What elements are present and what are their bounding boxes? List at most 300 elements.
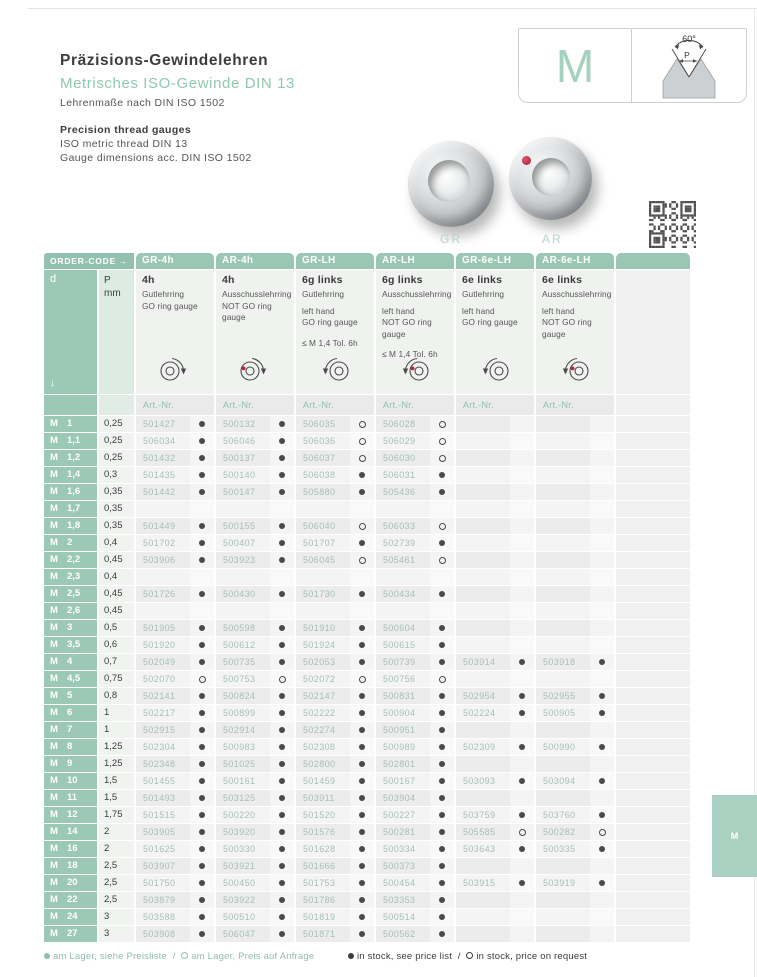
thread-profile-diagram bbox=[635, 32, 743, 100]
table-row bbox=[44, 433, 690, 449]
stock-zone bbox=[270, 892, 294, 908]
artnr-cell-AR-LH bbox=[376, 705, 454, 721]
stock-zone bbox=[190, 433, 214, 449]
pitch-cell: 1,25 bbox=[99, 756, 134, 772]
thread-size-cell bbox=[44, 756, 97, 772]
artnr-cell-GR-6e-LH bbox=[456, 858, 534, 874]
artnr-cell-AR-4h bbox=[216, 892, 294, 908]
pitch-cell: 3 bbox=[99, 909, 134, 925]
thread-size-cell bbox=[44, 637, 97, 653]
pitch-cell: 0,8 bbox=[99, 688, 134, 704]
art-nr-value: 502304 bbox=[143, 742, 176, 752]
stock-indicator bbox=[359, 880, 365, 886]
stock-zone bbox=[190, 807, 214, 823]
art-nr-value: 501910 bbox=[303, 623, 336, 633]
art-nr-value: 506046 bbox=[223, 436, 256, 446]
stock-zone bbox=[590, 688, 614, 704]
artnr-cell-GR-4h bbox=[136, 654, 214, 670]
art-nr-value: 506047 bbox=[223, 929, 256, 939]
art-nr-value: 500824 bbox=[223, 691, 256, 701]
artnr-cell-GR-6e-LH bbox=[456, 909, 534, 925]
stock-zone bbox=[590, 892, 614, 908]
stock-indicator bbox=[359, 778, 365, 784]
go-ring-hole bbox=[428, 160, 470, 202]
stock-indicator bbox=[439, 540, 445, 546]
artnr-cell-AR-LH bbox=[376, 484, 454, 500]
blank-cell bbox=[616, 569, 690, 585]
d-label: d bbox=[50, 273, 57, 285]
stock-indicator bbox=[439, 761, 445, 767]
blank-cell bbox=[616, 416, 690, 432]
column-desc-line: NOT GO ring gauge bbox=[382, 317, 432, 339]
thread-series-letter: M bbox=[50, 826, 58, 837]
thread-series-letter: M bbox=[50, 588, 58, 599]
stock-zone bbox=[510, 552, 534, 568]
table-row bbox=[44, 841, 690, 857]
stock-indicator bbox=[279, 880, 285, 886]
blank-cell bbox=[616, 552, 690, 568]
stock-indicator bbox=[199, 897, 205, 903]
legend-en-hollow-text: in stock, price on request bbox=[476, 951, 588, 962]
stock-indicator bbox=[279, 625, 285, 631]
table-row bbox=[44, 671, 690, 687]
artnr-cell-GR-LH bbox=[296, 552, 374, 568]
artnr-cell-AR-4h bbox=[216, 875, 294, 891]
blank-cell bbox=[616, 501, 690, 517]
artnr-cell-AR-4h bbox=[216, 756, 294, 772]
artnr-cell-GR-6e-LH bbox=[456, 926, 534, 942]
blank-cell bbox=[616, 807, 690, 823]
art-nr-value: 500227 bbox=[383, 810, 416, 820]
stock-zone bbox=[270, 790, 294, 806]
column-desc-line: Gutlehrring bbox=[462, 289, 505, 299]
stock-zone bbox=[350, 484, 374, 500]
thread-size-cell bbox=[44, 603, 97, 619]
thread-size-cell bbox=[44, 416, 97, 432]
stock-zone bbox=[190, 416, 214, 432]
art-nr-value bbox=[296, 569, 350, 585]
stock-indicator bbox=[599, 846, 605, 852]
art-nr-value: 502147 bbox=[303, 691, 336, 701]
thread-size-value: 20 bbox=[67, 877, 78, 888]
artnr-cell-GR-4h bbox=[136, 858, 214, 874]
pitch-cell: 0,3 bbox=[99, 467, 134, 483]
thread-series-letter: M bbox=[50, 707, 58, 718]
art-nr-value bbox=[456, 926, 510, 942]
stock-zone bbox=[350, 671, 374, 687]
artnr-cell-GR-4h bbox=[136, 926, 214, 942]
page-note-en1: ISO metric thread DIN 13 bbox=[60, 138, 188, 150]
stock-indicator bbox=[439, 897, 445, 903]
blank-cell bbox=[616, 688, 690, 704]
pitch-cell: 0,35 bbox=[99, 484, 134, 500]
column-desc-line: Ausschusslehrring bbox=[222, 289, 292, 299]
art-nr-value bbox=[456, 603, 510, 619]
stock-indicator bbox=[199, 778, 205, 784]
thread-series-letter: M bbox=[50, 775, 58, 786]
blank-cell bbox=[616, 620, 690, 636]
stock-indicator bbox=[359, 795, 365, 801]
stock-zone bbox=[350, 501, 374, 517]
artnr-cell-AR-4h bbox=[216, 620, 294, 636]
art-nr-value: 500373 bbox=[383, 861, 416, 871]
thread-series-letter: M bbox=[50, 792, 58, 803]
thread-series-letter: M bbox=[50, 690, 58, 701]
art-nr-value: 500282 bbox=[543, 827, 576, 837]
stock-zone bbox=[430, 909, 454, 925]
artnr-cell-AR-6e-LH bbox=[536, 654, 614, 670]
art-nr-value bbox=[536, 467, 590, 483]
artnr-cell-AR-6e-LH bbox=[536, 807, 614, 823]
artnr-cell-AR-6e-LH bbox=[536, 535, 614, 551]
thread-size-cell bbox=[44, 569, 97, 585]
tolerance-note: ≤ M 1,4 Tol. 6h bbox=[382, 349, 438, 360]
art-nr-value bbox=[536, 756, 590, 772]
stock-indicator bbox=[519, 659, 525, 665]
art-nr-value bbox=[536, 416, 590, 432]
art-nr-value bbox=[536, 909, 590, 925]
stock-zone bbox=[510, 841, 534, 857]
artnr-cell-GR-6e-LH bbox=[456, 807, 534, 823]
artnr-cell-AR-6e-LH bbox=[536, 518, 614, 534]
art-nr-value: 503920 bbox=[223, 827, 256, 837]
stock-zone bbox=[510, 569, 534, 585]
artnr-cell-AR-6e-LH bbox=[536, 841, 614, 857]
artnr-cell-AR-4h bbox=[216, 450, 294, 466]
artnr-cell-GR-LH bbox=[296, 603, 374, 619]
pitch-cell: 0,25 bbox=[99, 416, 134, 432]
stock-indicator bbox=[199, 795, 205, 801]
pitch-cell: 1 bbox=[99, 722, 134, 738]
stock-zone bbox=[270, 909, 294, 925]
product-table bbox=[44, 252, 690, 942]
stock-zone bbox=[430, 722, 454, 738]
table-row bbox=[44, 518, 690, 534]
stock-zone bbox=[270, 688, 294, 704]
blank-cell bbox=[616, 841, 690, 857]
stock-zone bbox=[590, 467, 614, 483]
notgo-ring-gauge-photo bbox=[509, 137, 592, 220]
art-nr-value: 503760 bbox=[543, 810, 576, 820]
art-nr-value: 502217 bbox=[143, 708, 176, 718]
artnr-cell-GR-LH bbox=[296, 824, 374, 840]
artnr-cell-GR-4h bbox=[136, 807, 214, 823]
thread-size-value: 3 bbox=[67, 622, 73, 633]
artnr-cell-GR-4h bbox=[136, 569, 214, 585]
stock-indicator bbox=[279, 557, 285, 563]
stock-zone bbox=[350, 433, 374, 449]
thread-size-value: 1 bbox=[67, 418, 73, 429]
art-nr-value bbox=[536, 586, 590, 602]
qr-code bbox=[649, 201, 696, 248]
artnr-cell-AR-6e-LH bbox=[536, 688, 614, 704]
column-header-GR-4h: GR-4h bbox=[136, 253, 214, 269]
artnr-cell-AR-6e-LH bbox=[536, 552, 614, 568]
order-code-header bbox=[44, 253, 134, 269]
art-nr-value: 502739 bbox=[383, 538, 416, 548]
artnr-cell-AR-4h bbox=[216, 467, 294, 483]
stock-zone bbox=[430, 535, 454, 551]
artnr-label: Art.-Nr. bbox=[376, 395, 454, 415]
stock-zone bbox=[190, 892, 214, 908]
art-nr-value: 500132 bbox=[223, 419, 256, 429]
artnr-cell-GR-6e-LH bbox=[456, 586, 534, 602]
stock-indicator bbox=[439, 812, 445, 818]
stock-indicator bbox=[279, 914, 285, 920]
artnr-cell-GR-LH bbox=[296, 586, 374, 602]
stock-zone bbox=[350, 858, 374, 874]
artnr-cell-GR-6e-LH bbox=[456, 722, 534, 738]
stock-zone bbox=[430, 569, 454, 585]
stock-indicator bbox=[279, 472, 285, 478]
thread-series-letter: M bbox=[50, 486, 58, 497]
art-nr-value: 500434 bbox=[383, 589, 416, 599]
stock-zone bbox=[190, 858, 214, 874]
thread-size-cell bbox=[44, 501, 97, 517]
thread-series-letter: M bbox=[50, 537, 58, 548]
stock-indicator bbox=[359, 693, 365, 699]
page-subtitle: Metrisches ISO-Gewinde DIN 13 bbox=[60, 75, 295, 92]
pitch-cell: 0,25 bbox=[99, 433, 134, 449]
legend-separator: / bbox=[457, 951, 461, 962]
stock-zone bbox=[350, 569, 374, 585]
stock-zone bbox=[350, 688, 374, 704]
artnr-cell-AR-6e-LH bbox=[536, 926, 614, 942]
stock-zone bbox=[510, 501, 534, 517]
artnr-cell-AR-LH bbox=[376, 807, 454, 823]
art-nr-value bbox=[536, 603, 590, 619]
artnr-cell-AR-LH bbox=[376, 620, 454, 636]
page-edge-top bbox=[28, 8, 757, 9]
artnr-cell-AR-6e-LH bbox=[536, 416, 614, 432]
art-nr-value: 502308 bbox=[303, 742, 336, 752]
stock-zone bbox=[590, 790, 614, 806]
thread-series-letter: M bbox=[50, 571, 58, 582]
art-nr-value bbox=[536, 501, 590, 517]
thread-profile-cell bbox=[632, 29, 746, 102]
table-row bbox=[44, 824, 690, 840]
stock-indicator bbox=[599, 744, 605, 750]
art-nr-value: 502222 bbox=[303, 708, 336, 718]
pitch-cell: 0,5 bbox=[99, 620, 134, 636]
stock-zone bbox=[430, 654, 454, 670]
art-nr-value: 503879 bbox=[143, 895, 176, 905]
art-nr-value: 503922 bbox=[223, 895, 256, 905]
art-nr-value: 500514 bbox=[383, 912, 416, 922]
blank-cell bbox=[616, 586, 690, 602]
thread-series-letter: M bbox=[50, 843, 58, 854]
art-nr-value: 500335 bbox=[543, 844, 576, 854]
stock-zone bbox=[430, 892, 454, 908]
artnr-cell-GR-6e-LH bbox=[456, 688, 534, 704]
artnr-cell-AR-6e-LH bbox=[536, 569, 614, 585]
artnr-cell-AR-LH bbox=[376, 841, 454, 857]
table-row bbox=[44, 535, 690, 551]
thread-size-cell bbox=[44, 841, 97, 857]
pitch-cell: 0,4 bbox=[99, 535, 134, 551]
stock-zone bbox=[270, 569, 294, 585]
stock-indicator bbox=[599, 659, 605, 665]
art-nr-value: 503093 bbox=[463, 776, 496, 786]
stock-zone bbox=[430, 518, 454, 534]
table-row bbox=[44, 569, 690, 585]
artnr-cell-AR-6e-LH bbox=[536, 620, 614, 636]
go-right-rotation-icon bbox=[153, 355, 197, 385]
art-nr-value: 503918 bbox=[543, 657, 576, 667]
column-desc-line: 6g links bbox=[382, 274, 423, 286]
column-desc-line: GO ring gauge bbox=[142, 300, 198, 311]
stock-zone bbox=[270, 501, 294, 517]
column-desc-line: Gutlehrring bbox=[142, 289, 185, 299]
stock-indicator bbox=[519, 880, 525, 886]
rotation-icon-wrap bbox=[216, 355, 294, 390]
stock-zone bbox=[590, 586, 614, 602]
art-nr-value: 505461 bbox=[383, 555, 416, 565]
table-row bbox=[44, 603, 690, 619]
artnr-cell-GR-LH bbox=[296, 433, 374, 449]
art-nr-value bbox=[536, 569, 590, 585]
stock-zone bbox=[510, 535, 534, 551]
thread-series-letter: M bbox=[50, 656, 58, 667]
table-row bbox=[44, 501, 690, 517]
stock-indicator bbox=[279, 812, 285, 818]
artnr-cell-GR-LH bbox=[296, 773, 374, 789]
stock-zone bbox=[590, 620, 614, 636]
pitch-cell: 1,75 bbox=[99, 807, 134, 823]
thread-size-cell bbox=[44, 875, 97, 891]
stock-indicator bbox=[199, 931, 205, 937]
stock-indicator bbox=[199, 693, 205, 699]
pitch-cell: 0,45 bbox=[99, 603, 134, 619]
blank-cell bbox=[616, 433, 690, 449]
thread-series-letter: M bbox=[50, 520, 58, 531]
artnr-cell-AR-4h bbox=[216, 535, 294, 551]
artnr-cell-AR-4h bbox=[216, 484, 294, 500]
stock-zone bbox=[590, 773, 614, 789]
thread-size-cell bbox=[44, 535, 97, 551]
art-nr-value: 500330 bbox=[223, 844, 256, 854]
stock-zone bbox=[190, 722, 214, 738]
thread-size-cell bbox=[44, 722, 97, 738]
stock-zone bbox=[190, 535, 214, 551]
thread-type-badge bbox=[518, 28, 747, 103]
thread-series-letter: M bbox=[50, 554, 58, 565]
p-label: P bbox=[104, 275, 111, 286]
art-nr-value bbox=[456, 450, 510, 466]
stock-zone bbox=[190, 450, 214, 466]
art-nr-value: 500161 bbox=[223, 776, 256, 786]
art-nr-value: 501493 bbox=[143, 793, 176, 803]
pitch-cell: 1,5 bbox=[99, 790, 134, 806]
art-nr-value: 501702 bbox=[143, 538, 176, 548]
art-nr-value bbox=[456, 620, 510, 636]
artnr-cell-AR-4h bbox=[216, 603, 294, 619]
go-ring-gauge-photo bbox=[408, 141, 494, 227]
thread-size-cell bbox=[44, 552, 97, 568]
art-nr-value: 500598 bbox=[223, 623, 256, 633]
thread-size-cell bbox=[44, 739, 97, 755]
stock-indicator bbox=[199, 829, 205, 835]
art-nr-value: 503588 bbox=[143, 912, 176, 922]
thread-size-value: 18 bbox=[67, 860, 78, 871]
thread-series-letter: M bbox=[50, 503, 58, 514]
artnr-row bbox=[44, 395, 690, 415]
stock-zone bbox=[270, 671, 294, 687]
art-nr-value: 500407 bbox=[223, 538, 256, 548]
stock-indicator bbox=[359, 812, 365, 818]
artnr-cell-AR-LH bbox=[376, 671, 454, 687]
column-header-AR-4h: AR-4h bbox=[216, 253, 294, 269]
stock-indicator bbox=[519, 846, 525, 852]
stock-zone bbox=[350, 586, 374, 602]
stock-zone bbox=[350, 926, 374, 942]
column-desc-AR-4h bbox=[216, 270, 294, 394]
thread-size-cell bbox=[44, 824, 97, 840]
art-nr-value bbox=[456, 569, 510, 585]
artnr-cell-AR-LH bbox=[376, 637, 454, 653]
art-nr-value: 500899 bbox=[223, 708, 256, 718]
stock-zone bbox=[430, 739, 454, 755]
stock-zone bbox=[510, 739, 534, 755]
art-nr-value bbox=[456, 790, 510, 806]
thread-size-value: 1,2 bbox=[67, 452, 81, 463]
stock-indicator bbox=[439, 931, 445, 937]
art-nr-value bbox=[456, 535, 510, 551]
table-row bbox=[44, 450, 690, 466]
art-nr-value: 502914 bbox=[223, 725, 256, 735]
stock-indicator bbox=[279, 523, 285, 529]
stock-indicator bbox=[199, 455, 205, 461]
stock-indicator bbox=[279, 778, 285, 784]
stock-indicator bbox=[359, 557, 366, 564]
thread-size-cell bbox=[44, 518, 97, 534]
artnr-cell-GR-6e-LH bbox=[456, 739, 534, 755]
stock-zone bbox=[190, 926, 214, 942]
artnr-cell-AR-LH bbox=[376, 790, 454, 806]
pitch-cell: 0,45 bbox=[99, 586, 134, 602]
art-nr-value bbox=[456, 858, 510, 874]
pitch-cell: 2,5 bbox=[99, 858, 134, 874]
thread-series-letter: M bbox=[50, 724, 58, 735]
table-row bbox=[44, 909, 690, 925]
art-nr-value: 500990 bbox=[543, 742, 576, 752]
table-header-row bbox=[44, 253, 690, 269]
stock-indicator bbox=[279, 591, 285, 597]
art-nr-value: 503911 bbox=[303, 793, 335, 803]
stock-zone bbox=[190, 739, 214, 755]
stock-indicator bbox=[279, 761, 285, 767]
blank-cell bbox=[616, 892, 690, 908]
stock-indicator bbox=[599, 812, 605, 818]
art-nr-value: 506034 bbox=[143, 436, 176, 446]
thread-size-cell bbox=[44, 688, 97, 704]
column-header-AR-LH: AR-LH bbox=[376, 253, 454, 269]
notgo-ring-label: AR bbox=[542, 232, 563, 246]
artnr-cell-AR-LH bbox=[376, 756, 454, 772]
stock-zone bbox=[350, 824, 374, 840]
thread-size-value: 2 bbox=[67, 537, 73, 548]
art-nr-value: 501515 bbox=[143, 810, 176, 820]
artnr-cell-GR-6e-LH bbox=[456, 773, 534, 789]
table-row bbox=[44, 552, 690, 568]
stock-indicator bbox=[519, 744, 525, 750]
artnr-cell-AR-6e-LH bbox=[536, 433, 614, 449]
stock-indicator bbox=[199, 812, 205, 818]
artnr-cell-GR-6e-LH bbox=[456, 892, 534, 908]
stock-indicator bbox=[199, 523, 205, 529]
thread-series-letter: M bbox=[50, 435, 58, 446]
stock-zone bbox=[430, 552, 454, 568]
